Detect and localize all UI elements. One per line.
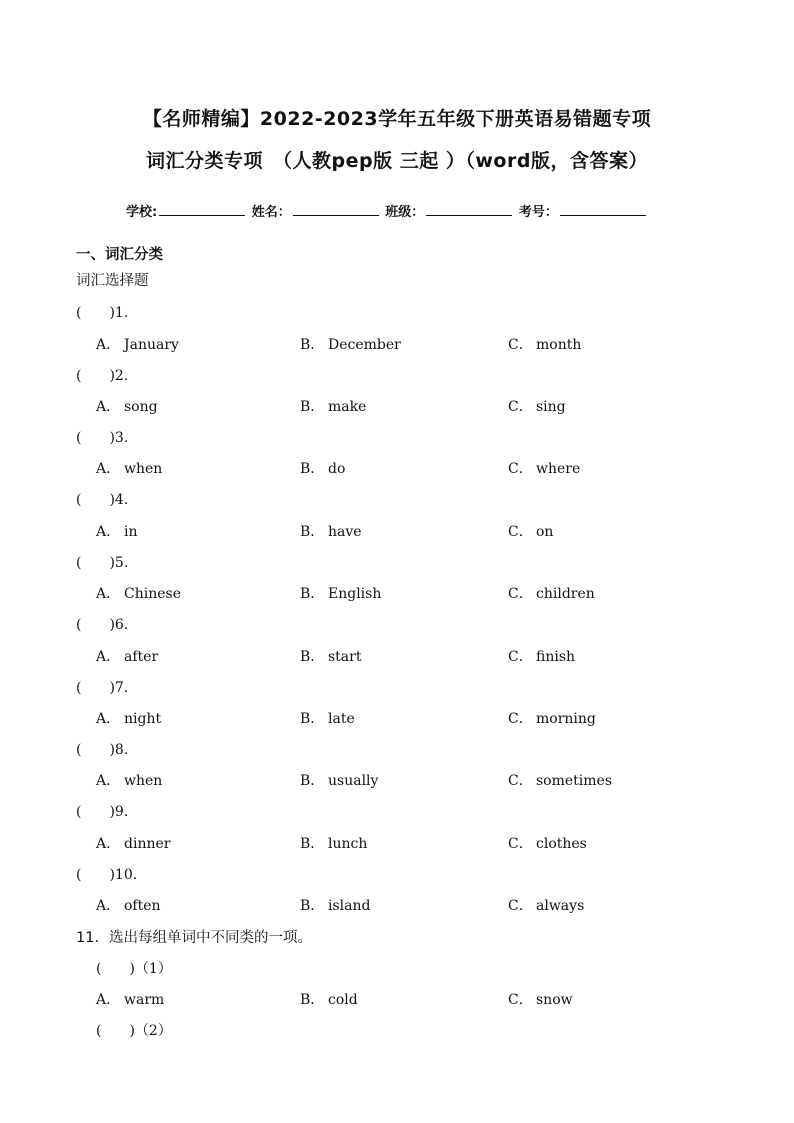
sub-question-number[interactable]: ( )（1） [96,961,172,977]
question-number[interactable]: ( )2. [76,368,129,384]
option-text: clothes [536,836,587,852]
document-title-line-2: 词汇分类专项 （人教pep版 三起 ）（word版，含答案） [146,150,648,172]
option-letter: A． [96,711,121,727]
question-number[interactable]: ( )8. [76,742,129,758]
option-text: where [536,461,581,477]
option-text: snow [536,992,573,1008]
option-letter: C． [508,337,533,353]
option-b[interactable] [300,989,358,1009]
option-letter: B． [300,773,325,789]
option-text: dinner [124,836,171,852]
option-b[interactable] [300,458,345,478]
option-text: in [124,524,138,540]
option-c[interactable] [508,833,587,853]
option-letter: C． [508,399,533,415]
option-text: do [328,461,346,477]
question-number[interactable]: ( )10. [76,867,138,883]
option-a[interactable] [96,646,158,666]
option-a[interactable] [96,521,138,541]
option-c[interactable] [508,646,575,666]
question-number[interactable]: ( )6. [76,617,129,633]
option-c[interactable] [508,770,612,790]
class-label: 班级： [385,205,425,220]
option-letter: B． [300,711,325,727]
document-title-line-1: 【名师精编】2022-2023学年五年级下册英语易错题专项 [142,108,652,130]
option-b[interactable] [300,334,401,354]
option-letter: A． [96,337,121,353]
option-b[interactable] [300,770,378,790]
option-a[interactable] [96,708,161,728]
option-letter: A． [96,649,121,665]
option-letter: B． [300,649,325,665]
option-c[interactable] [508,895,584,915]
option-letter: C． [508,586,533,602]
option-b[interactable] [300,833,367,853]
option-text: island [328,898,371,914]
option-letter: C． [508,649,533,665]
option-text: night [124,711,162,727]
option-letter: B． [300,399,325,415]
option-text: usually [328,773,379,789]
option-a[interactable] [96,989,164,1009]
option-text: children [536,586,595,602]
option-letter: A． [96,898,121,914]
question-number[interactable]: ( )7. [76,680,129,696]
question-number[interactable]: ( )9. [76,804,129,820]
option-text: start [328,649,362,665]
section-subheading: 词汇选择题 [76,273,149,289]
option-letter: B． [300,337,325,353]
option-text: often [124,898,161,914]
option-letter: C． [508,836,533,852]
class-blank[interactable] [426,203,512,216]
exam-number-blank[interactable] [560,203,646,216]
option-text: late [328,711,355,727]
option-text: when [124,461,163,477]
option-text: cold [328,992,358,1008]
option-letter: B． [300,524,325,540]
option-a[interactable] [96,334,179,354]
option-text: month [536,337,582,353]
option-text: on [536,524,554,540]
option-b[interactable] [300,583,381,603]
option-c[interactable] [508,396,566,416]
option-c[interactable] [508,708,596,728]
option-letter: A． [96,399,121,415]
option-text: finish [536,649,576,665]
option-text: January [124,337,179,353]
option-text: after [124,649,159,665]
option-c[interactable] [508,583,595,603]
option-letter: C． [508,898,533,914]
option-c[interactable] [508,334,581,354]
option-b[interactable] [300,895,370,915]
option-letter: C． [508,461,533,477]
option-letter: A． [96,586,121,602]
option-letter: A． [96,461,121,477]
option-b[interactable] [300,521,362,541]
option-text: lunch [328,836,368,852]
option-text: warm [124,992,165,1008]
school-label: 学校: [126,205,158,220]
option-letter: A． [96,524,121,540]
option-a[interactable] [96,895,161,915]
option-letter: C． [508,524,533,540]
option-letter: A． [96,836,121,852]
exam-number-label: 考号： [518,205,558,220]
option-letter: C． [508,773,533,789]
question-number[interactable]: ( )4. [76,492,129,508]
sub-question-number[interactable]: ( )（2） [96,1023,172,1039]
option-b[interactable] [300,646,361,666]
option-a[interactable] [96,770,162,790]
option-text: December [328,337,401,353]
option-letter: A． [96,992,121,1008]
option-letter: B． [300,898,325,914]
question-number[interactable]: ( )1. [76,305,129,321]
option-b[interactable] [300,396,366,416]
option-letter: C． [508,992,533,1008]
section-heading: 一、词汇分类 [76,247,163,263]
option-text: always [536,898,585,914]
question-11-prompt: 11．选出每组单词中不同类的一项。 [76,930,312,946]
option-text: morning [536,711,596,727]
option-a[interactable] [96,583,181,603]
name-label: 姓名： [251,205,291,220]
option-c[interactable] [508,989,573,1009]
option-text: when [124,773,163,789]
option-letter: A． [96,773,121,789]
option-b[interactable] [300,708,355,728]
option-a[interactable] [96,458,162,478]
option-letter: B． [300,836,325,852]
option-text: make [328,399,367,415]
option-letter: B． [300,586,325,602]
name-blank[interactable] [293,203,379,216]
option-a[interactable] [96,396,158,416]
option-text: English [328,586,382,602]
question-number[interactable]: ( )3. [76,430,129,446]
option-c[interactable] [508,458,580,478]
option-text: Chinese [124,586,181,602]
option-a[interactable] [96,833,170,853]
option-text: song [124,399,158,415]
student-info-row [126,201,648,220]
option-letter: C． [508,711,533,727]
option-text: sometimes [536,773,613,789]
option-letter: B． [300,992,325,1008]
option-text: sing [536,399,566,415]
option-text: have [328,524,362,540]
option-c[interactable] [508,521,553,541]
school-blank[interactable] [159,203,245,216]
question-number[interactable]: ( )5. [76,555,129,571]
option-letter: B． [300,461,325,477]
